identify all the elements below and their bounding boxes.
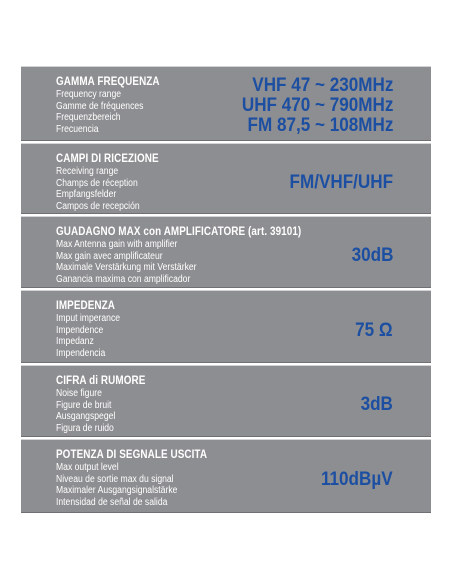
label-block bbox=[56, 226, 421, 285]
row-subtitle-es: Campos de recepción bbox=[56, 200, 140, 212]
row-title: POTENZA DI SEGNALE USCITA bbox=[56, 449, 208, 461]
row-subtitle-de: Maximale Verstärkung mit Verstärker bbox=[56, 262, 197, 274]
value-uhf: UHF 470 ~ 790MHz bbox=[241, 95, 393, 116]
label-block bbox=[56, 76, 421, 135]
value-vhf: VHF 47 ~ 230MHz bbox=[251, 75, 393, 96]
row-title: CAMPI DI RICEZIONE bbox=[56, 153, 159, 165]
row-title: GAMMA FREQUENZA bbox=[56, 76, 160, 88]
spec-row-frequency-range bbox=[21, 66, 431, 141]
row-value: 3dB bbox=[360, 394, 393, 415]
row-value: 75 Ω bbox=[355, 319, 393, 341]
row-title: GUADAGNO MAX con AMPLIFICATORE (art. 39101) bbox=[56, 226, 302, 238]
row-subtitle-fr: Niveau de sortie max du signal bbox=[56, 473, 174, 485]
row-subtitle-fr: Max gain avec amplificateur bbox=[56, 250, 163, 262]
row-subtitle-en: Receiving range bbox=[56, 166, 119, 177]
row-subtitle-en: Max output level bbox=[56, 462, 119, 473]
row-subtitle-en: Max Antenna gain with amplifier bbox=[56, 239, 178, 250]
spec-table bbox=[21, 66, 431, 513]
label-block bbox=[56, 153, 421, 212]
label-block bbox=[56, 300, 421, 359]
row-subtitle-en: Imput imperance bbox=[56, 313, 121, 324]
row-subtitle-fr: Gamme de fréquences bbox=[56, 100, 144, 112]
row-subtitle-fr: Champs de réception bbox=[56, 177, 138, 189]
label-block bbox=[56, 449, 421, 508]
row-subtitle-de: Impedanz bbox=[56, 336, 94, 348]
row-title: CIFRA di RUMORE bbox=[56, 375, 146, 387]
spec-row-impedance bbox=[21, 290, 431, 363]
row-title: IMPEDENZA bbox=[56, 300, 116, 312]
value-fm: FM 87,5 ~ 108MHz bbox=[247, 115, 393, 136]
row-subtitle-es: Frecuencia bbox=[56, 123, 99, 135]
row-value: 30dB bbox=[351, 245, 393, 266]
row-subtitle-de: Frequenzbereich bbox=[56, 112, 121, 124]
label-block bbox=[56, 375, 421, 434]
row-subtitle-en: Noise figure bbox=[56, 388, 102, 399]
row-subtitle-de: Empfangsfelder bbox=[56, 189, 117, 201]
row-subtitle-es: Intensidad de señal de salida bbox=[56, 496, 168, 508]
row-subtitle-de: Maximaler Ausgangsignalstärke bbox=[56, 485, 178, 497]
spec-row-receiving-range bbox=[21, 143, 431, 214]
row-subtitle-es: Impendencia bbox=[56, 347, 106, 359]
spec-row-output-level bbox=[21, 439, 431, 513]
row-subtitle-fr: Figure de bruit bbox=[56, 399, 112, 411]
spec-row-noise-figure bbox=[21, 365, 431, 437]
row-subtitle-en: Frequency range bbox=[56, 89, 122, 100]
spec-row-max-gain bbox=[21, 216, 431, 288]
row-value: 110dBµV bbox=[321, 469, 393, 490]
row-subtitle-de: Ausgangspegel bbox=[56, 411, 116, 423]
row-subtitle-fr: Impendence bbox=[56, 324, 104, 336]
row-subtitle-es: Ganancia maxima con amplificador bbox=[56, 273, 191, 285]
row-subtitle-es: Figura de ruido bbox=[56, 422, 114, 434]
row-value: FM/VHF/UHF bbox=[289, 171, 393, 193]
